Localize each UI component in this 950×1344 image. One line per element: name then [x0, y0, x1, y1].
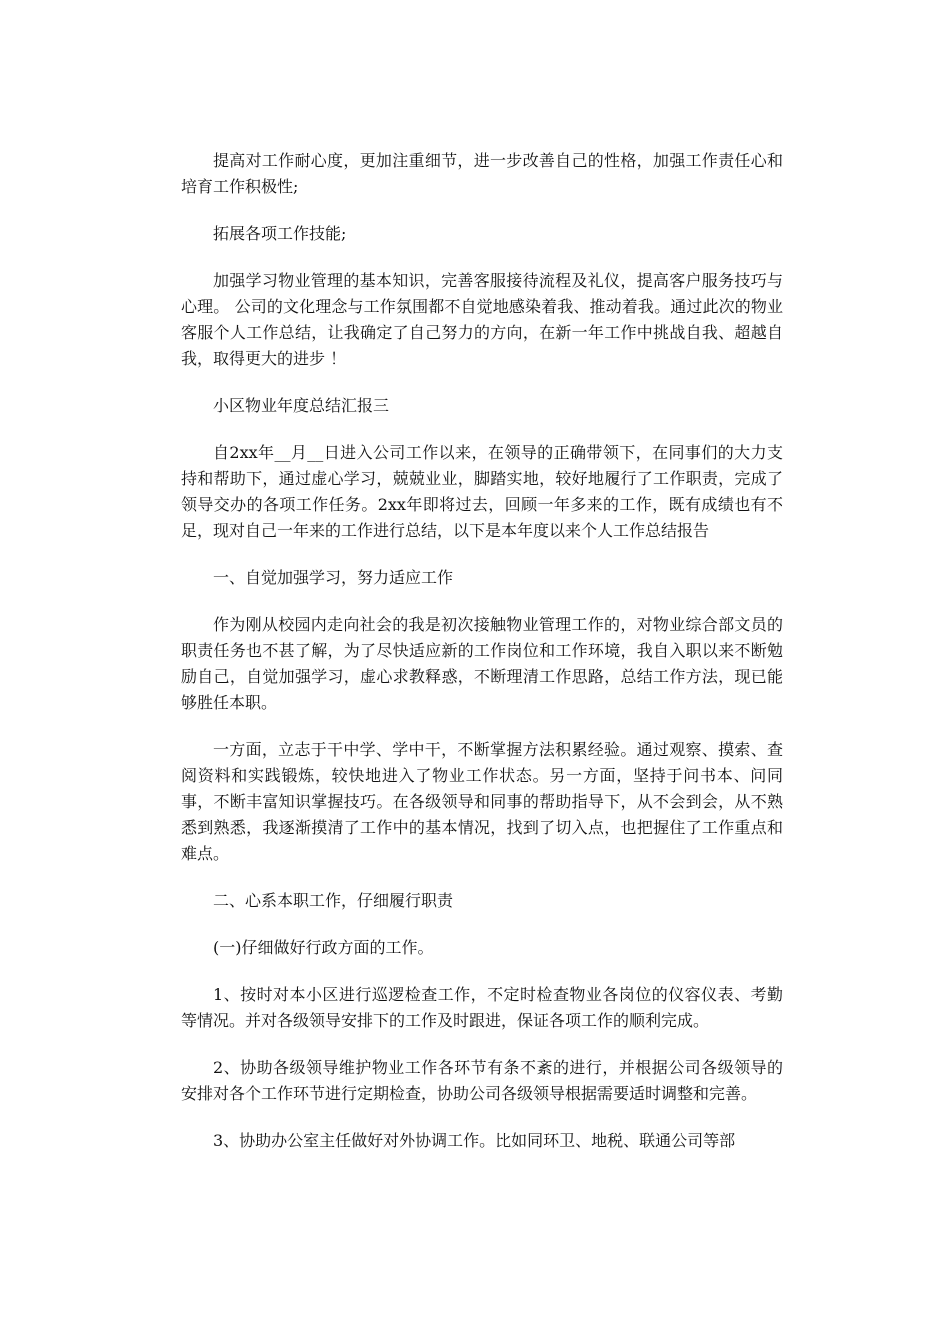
paragraph-new-graduate: 作为刚从校园内走向社会的我是初次接触物业管理工作的，对物业综合部文员的职责任务也不甚了解，为了尽快适应新的工作岗位和工作环境，我自入职以来不断勉励自己，自觉加强学习，虚心求教释惑，不断理清工作思路，总结工作方法，现已能够胜任本职。: [181, 615, 783, 712]
paragraph-learning-methods: 一方面，立志于干中学、学中干，不断掌握方法积累经验。通过观察、摸索、查阅资料和实践锻炼，较快地进入了物业工作状态。另一方面，坚持于问书本、问同事，不断丰富知识掌握技巧。在各级领导和同事的帮助指导下，从不会到会，从不熟悉到熟悉，我逐渐摸清了工作中的基本情况，找到了切入点，也把握住了工作重点和难点。: [181, 740, 783, 863]
paragraph-patience: 提高对工作耐心度，更加注重细节，进一步改善自己的性格，加强工作责任心和培育工作积极性;: [181, 151, 783, 196]
paragraph-skills: 拓展各项工作技能;: [213, 224, 347, 243]
section-title: 小区物业年度总结汇报三: [213, 396, 390, 415]
heading-one: 一、自觉加强学习，努力适应工作: [213, 568, 454, 587]
list-item-2: 2、协助各级领导维护物业工作各环节有条不紊的进行，并根据公司各级领导的安排对各个工作环节进行定期检查，协助公司各级领导根据需要适时调整和完善。: [181, 1058, 783, 1103]
paragraph-intro: 自2xx年__月__日进入公司工作以来，在领导的正确带领下，在同事们的大力支持和帮助下，通过虚心学习，兢兢业业，脚踏实地，较好地履行了工作职责，完成了领导交办的各项工作任务。2xx年即将过去，回顾一年多来的工作，既有成绩也有不足，现对自己一年来的工作进行总结，以下是本年度以来个人工作总结报告: [181, 443, 783, 540]
list-item-3: 3、协助办公室主任做好对外协调工作。比如同环卫、地税、联通公司等部: [213, 1131, 736, 1150]
heading-two: 二、心系本职工作，仔细履行职责: [213, 891, 454, 910]
paragraph-learning-conclusion: 加强学习物业管理的基本知识，完善客服接待流程及礼仪，提高客户服务技巧与心理。 公司的文化理念与工作氛围都不自觉地感染着我、推动着我。通过此次的物业客服个人工作总结，让我确定了自己努力的方向，在新一年工作中挑战自我、超越自我，取得更大的进步 ！: [181, 271, 783, 368]
list-item-1: 1、按时对本小区进行巡逻检查工作，不定时检查物业各岗位的仪容仪表、考勤等情况。并对各级领导安排下的工作及时跟进，保证各项工作的顺利完成。: [181, 985, 783, 1030]
subheading-admin: (一)仔细做好行政方面的工作。: [213, 938, 434, 957]
document-body: [181, 148, 783, 1154]
